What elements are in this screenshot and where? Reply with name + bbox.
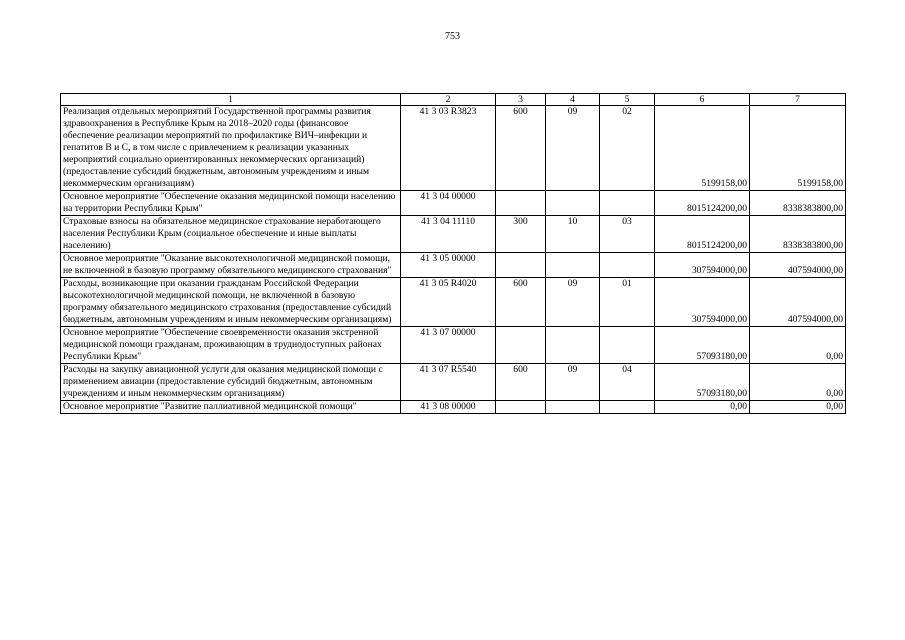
row-col5: 03 — [600, 216, 655, 253]
table-row — [61, 327, 846, 364]
row-col4: 09 — [546, 106, 600, 191]
row-value-7: 5199158,00 — [750, 106, 846, 191]
header-cell: 5 — [600, 94, 655, 106]
table-row — [61, 253, 846, 278]
row-col5: 01 — [600, 278, 655, 327]
row-col3 — [496, 327, 546, 364]
row-col4: 10 — [546, 216, 600, 253]
row-col4: 09 — [546, 364, 600, 401]
row-col5 — [600, 401, 655, 414]
row-name: Страховые взносы на обязательное медицинское страхование неработающего населения Республики Крым (социальное обеспечение и иные выплаты населению) — [61, 216, 401, 253]
row-value-7: 0,00 — [750, 327, 846, 364]
row-col3: 300 — [496, 216, 546, 253]
row-name: Основное мероприятие "Развитие паллиативной медицинской помощи" — [61, 401, 401, 414]
header-cell: 1 — [61, 94, 401, 106]
row-code: 41 3 07 R5540 — [401, 364, 496, 401]
table-row — [61, 216, 846, 253]
row-col4: 09 — [546, 278, 600, 327]
row-col5: 02 — [600, 106, 655, 191]
row-code: 41 3 05 00000 — [401, 253, 496, 278]
row-name: Реализация отдельных мероприятий Государственной программы развития здравоохранения в Республике Крым на 2018–2020 годы (финансовое обеспечение реализации мероприятий по профилактике ВИЧ–инфекции и гепатитов В и С, в том числе с привлечением к реализации указанных мероприятий социально ориентированных некоммерческих организаций) (предоставление субсидий бюджетным, автономным учреждениям и иным некоммерческим организациям) — [61, 106, 401, 191]
row-code: 41 3 03 R3823 — [401, 106, 496, 191]
table-row — [61, 191, 846, 216]
row-name: Расходы на закупку авиационной услуги для оказания медицинской помощи с применением авиации (предоставление субсидий бюджетным, автономным учреждениям и иным некоммерческим организациям) — [61, 364, 401, 401]
budget-table — [60, 93, 846, 414]
row-code: 41 3 08 00000 — [401, 401, 496, 414]
row-value-6: 0,00 — [655, 401, 750, 414]
row-col3: 600 — [496, 364, 546, 401]
row-col5: 04 — [600, 364, 655, 401]
row-col3 — [496, 253, 546, 278]
row-name: Расходы, возникающие при оказании гражданам Российской Федерации высокотехнологичной медицинской помощи, не включенной в базовую программу обязательного медицинского страхования (предоставление субсидий бюджетным, автономным учреждениям и иным некоммерческим организациям) — [61, 278, 401, 327]
row-name: Основное мероприятие "Обеспечение оказания медицинской помощи населению на территории Республики Крым" — [61, 191, 401, 216]
header-cell: 7 — [750, 94, 846, 106]
row-code: 41 3 07 00000 — [401, 327, 496, 364]
row-code: 41 3 04 00000 — [401, 191, 496, 216]
row-col5 — [600, 327, 655, 364]
table-row — [61, 106, 846, 191]
row-code: 41 3 05 R4020 — [401, 278, 496, 327]
row-col3: 600 — [496, 278, 546, 327]
row-code: 41 3 04 11110 — [401, 216, 496, 253]
row-name: Основное мероприятие "Обеспечение своевременности оказания экстренной медицинской помощи гражданам, проживающим в труднодоступных районах Республики Крым" — [61, 327, 401, 364]
table-row — [61, 364, 846, 401]
row-value-6: 8015124200,00 — [655, 191, 750, 216]
row-value-7: 8338383800,00 — [750, 191, 846, 216]
row-col4 — [546, 401, 600, 414]
row-col3: 600 — [496, 106, 546, 191]
row-name: Основное мероприятие "Оказание высокотехнологичной медицинской помощи, не включенной в базовую программу обязательного медицинского страхования" — [61, 253, 401, 278]
row-value-6: 57093180,00 — [655, 327, 750, 364]
header-cell: 2 — [401, 94, 496, 106]
row-value-7: 407594000,00 — [750, 278, 846, 327]
row-col3 — [496, 191, 546, 216]
row-value-6: 8015124200,00 — [655, 216, 750, 253]
row-value-6: 57093180,00 — [655, 364, 750, 401]
row-col4 — [546, 327, 600, 364]
row-value-6: 307594000,00 — [655, 278, 750, 327]
row-value-7: 0,00 — [750, 364, 846, 401]
table-row — [61, 278, 846, 327]
row-col3 — [496, 401, 546, 414]
header-row — [61, 94, 846, 106]
row-value-7: 8338383800,00 — [750, 216, 846, 253]
page-number: 753 — [445, 31, 460, 42]
row-col5 — [600, 191, 655, 216]
row-col4 — [546, 191, 600, 216]
row-col5 — [600, 253, 655, 278]
row-col4 — [546, 253, 600, 278]
row-value-7: 0,00 — [750, 401, 846, 414]
header-cell: 4 — [546, 94, 600, 106]
header-cell: 3 — [496, 94, 546, 106]
row-value-6: 5199158,00 — [655, 106, 750, 191]
table-row — [61, 401, 846, 414]
header-cell: 6 — [655, 94, 750, 106]
row-value-6: 307594000,00 — [655, 253, 750, 278]
row-value-7: 407594000,00 — [750, 253, 846, 278]
